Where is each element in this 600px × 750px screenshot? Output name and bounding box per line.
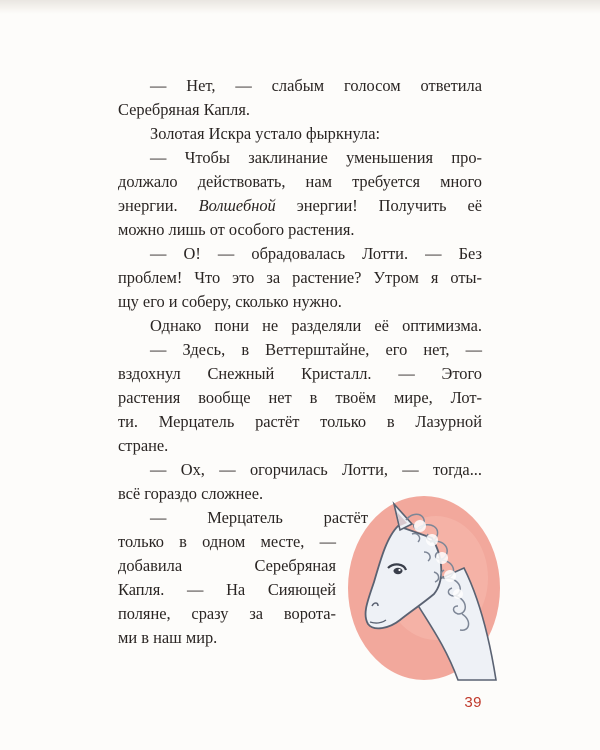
text-line: проблем! Что это за растение? Утром я оты- (118, 268, 482, 287)
text-line: добавила Серебряная (118, 556, 336, 575)
text-line: ти. Мерцатель растёт только в Лазурной (118, 412, 482, 431)
page-number: 39 (464, 694, 482, 711)
text-line: Серебряная Капля. (118, 100, 250, 119)
text-line: всё гораздо сложнее. (118, 484, 264, 503)
text-line: вздохнул Снежный Кристалл. — Этого (118, 364, 482, 383)
text-line: можно лишь от особого растения. (118, 220, 355, 239)
text-line: Однако пони не разделяли её оптимизма. (150, 316, 482, 335)
text-line: ми в наш мир. (118, 628, 218, 647)
text-line: Золотая Искра устало фыркнула: (150, 124, 381, 143)
italic-word: Волшебной (198, 196, 276, 215)
pony-icon (340, 482, 500, 682)
text-line (118, 194, 482, 218)
text-line: — Ох, — огорчилась Лотти, — тогда... (150, 460, 482, 479)
text-line: — Нет, — слабым голосом ответила (150, 76, 482, 95)
text-segment: энергии! Получить её (275, 196, 482, 215)
page-top-edge (0, 0, 600, 14)
wrapped-text-block (118, 506, 368, 650)
text-line: должало действовать, нам требуется много (118, 172, 482, 191)
text-segment: энергии. (118, 196, 199, 215)
text-line: — Чтобы заклинание уменьшения про- (150, 148, 482, 167)
text-line: Капля. — На Сияющей (118, 580, 336, 599)
text-line: растения вообще нет в твоём мире, Лот- (118, 388, 482, 407)
text-line: — Здесь, в Веттерштайне, его нет, — (150, 340, 482, 359)
text-line: поляне, сразу за ворота- (118, 604, 336, 623)
text-line: — Мерцатель растёт (150, 508, 368, 527)
text-line: стране. (118, 436, 169, 455)
text-line: только в одном месте, — (118, 532, 336, 551)
text-line: — О! — обрадовалась Лотти. — Без (150, 244, 482, 263)
text-line: щу его и соберу, сколько нужно. (118, 292, 342, 311)
